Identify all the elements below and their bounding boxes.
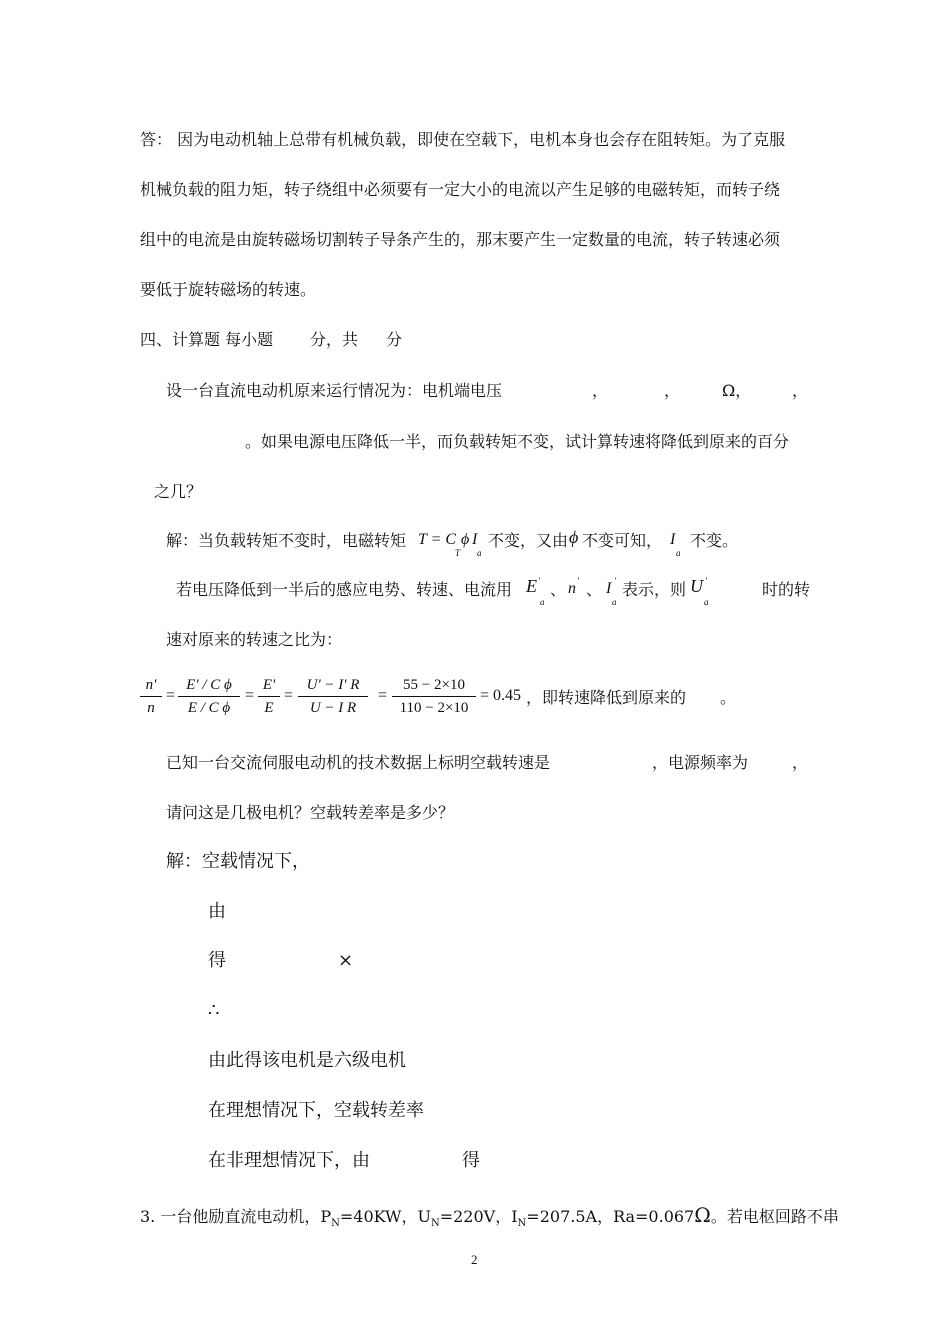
- emf-symbol: E: [526, 576, 537, 596]
- section-heading-fen2: 分: [386, 330, 403, 349]
- problem1-comma-3: ，: [792, 381, 809, 400]
- fraction-bar: [298, 696, 368, 697]
- fraction-emf-flux: [178, 676, 240, 717]
- result-value: = 0.45: [480, 687, 522, 704]
- solution2-line1: 解：空载情况下，: [166, 851, 310, 872]
- solution1-line1-d: 不变。: [690, 531, 739, 550]
- problem3-text-a: [140, 1204, 839, 1235]
- fraction-emf-num: E': [262, 677, 276, 693]
- fraction-numeric: [392, 676, 476, 717]
- section-heading: 四、计算题 每小题: [140, 330, 274, 349]
- current-sub-a-2: a: [676, 548, 681, 558]
- problem3-part-e: 。若电枢回路不串: [710, 1207, 839, 1226]
- equals-1: =: [166, 687, 176, 704]
- solution1-conclusion: ，即转速降低到原来的: [526, 688, 687, 707]
- phi-symbol-2: ϕ: [569, 527, 579, 547]
- problem3-part-a: 3. 一台他励直流电动机，P: [140, 1207, 332, 1226]
- section-heading-fen1: 分，共: [310, 330, 359, 349]
- problem3-omega: Ω: [694, 1203, 711, 1227]
- fraction-speed-ratio-den: n: [147, 700, 155, 716]
- problem2-text-a: 已知一台交流伺服电动机的技术数据上标明空载转速是: [166, 753, 551, 772]
- solution1-line1-a: 解：当负载转矩不变时，电磁转矩: [166, 531, 407, 550]
- fraction-emf-flux-den: E / C ϕ: [187, 700, 231, 716]
- problem3-part-b: =40KW，U: [339, 1207, 431, 1226]
- current-sub-a: a: [477, 548, 482, 558]
- problem1-text-a: 设一台直流电动机原来运行情况为：电机端电压: [166, 381, 503, 400]
- solution2-line4: 由此得该电机是六级电机: [208, 1050, 406, 1071]
- emf-prime: ': [538, 576, 540, 586]
- problem2-text-c: ，: [792, 753, 809, 772]
- fraction-speed-ratio: [140, 676, 162, 717]
- problem1-text-b: 。如果电源电压降低一半，而负载转矩不变，试计算转速将降低到原来的百分: [245, 432, 790, 451]
- current-symbol-2: I: [670, 531, 676, 548]
- equals-3: =: [284, 687, 294, 704]
- speed-prime: ': [577, 576, 579, 586]
- answer-line-1: 答： 因为电动机轴上总带有机械负载，即使在空载下，电机本身也会存在阻转矩。为了克服: [140, 130, 786, 149]
- problem1-text-c: 之几？: [154, 482, 203, 501]
- solution1-line2-a: 若电压降低到一半后的感应电势、转速、电流用: [176, 580, 513, 599]
- fraction-bar: [258, 696, 280, 697]
- solution1-line1-b: 不变，又由: [488, 531, 569, 550]
- torque-formula: T = C: [418, 531, 457, 548]
- separator-1: 、: [550, 580, 567, 599]
- problem3-part-c: =220V，I: [439, 1207, 518, 1226]
- equals-4: =: [378, 687, 388, 704]
- current-symbol-3: I: [606, 580, 612, 597]
- fraction-bar: [392, 696, 476, 697]
- page-number: 2: [471, 1252, 478, 1267]
- fraction-numeric-num: 55 − 2×10: [403, 677, 465, 693]
- solution2-line6-b: 得: [462, 1150, 480, 1171]
- solution1-line1-c: 不变可知，: [582, 531, 663, 550]
- fraction-bar: [140, 696, 162, 697]
- voltage-sub-a: a: [704, 597, 709, 607]
- solution1-line2-c: 时的转: [762, 580, 811, 599]
- solution2-line5: 在理想情况下，空载转差率: [208, 1100, 424, 1121]
- current-sub-a-3: a: [612, 597, 617, 607]
- therefore-symbol: ∴: [208, 1000, 220, 1021]
- problem3-sub-n1: N: [331, 1218, 340, 1230]
- fraction-emf: [258, 676, 280, 717]
- problem2-text-d: 请问这是几极电机？空载转差率是多少？: [166, 803, 455, 822]
- phi-symbol: ϕ: [461, 531, 470, 548]
- emf-sub-a: a: [540, 597, 545, 607]
- problem3-sub-n3: N: [517, 1218, 527, 1230]
- problem3-sub-n2: N: [430, 1218, 440, 1230]
- equals-2: =: [245, 687, 255, 704]
- solution1-line2-b: 表示，则: [622, 580, 687, 599]
- fraction-voltage-num: U' − I' R: [306, 677, 360, 693]
- solution1-line3: 速对原来的转速之比为：: [166, 630, 343, 649]
- torque-sub-T: T: [455, 548, 461, 558]
- fraction-bar: [178, 696, 240, 697]
- current-prime: ': [614, 576, 616, 586]
- problem1-comma-2: ，: [664, 381, 681, 400]
- solution2-line3: 得: [208, 950, 226, 971]
- solution1-period: 。: [720, 688, 737, 707]
- fraction-emf-den: E: [264, 700, 274, 716]
- fraction-speed-ratio-num: n': [145, 677, 157, 693]
- voltage-symbol: U: [690, 576, 703, 596]
- answer-line-2: 机械负载的阻力矩，转子绕组中必须要有一定大小的电流以产生足够的电磁转矩，而转子绕: [140, 180, 781, 199]
- problem1-comma-1: ，: [592, 381, 609, 400]
- speed-symbol: n: [568, 580, 576, 597]
- fraction-voltage-den: U − I R: [309, 700, 357, 716]
- voltage-prime: ': [705, 576, 707, 586]
- problem2-text-b: ，电源频率为: [652, 753, 749, 772]
- answer-line-3: 组中的电流是由旋转磁场切割转子导条产生的，那末要产生一定数量的电流，转子转速必须: [140, 230, 781, 249]
- times-symbol: ×: [338, 950, 354, 971]
- fraction-emf-flux-num: E' / C ϕ: [186, 677, 232, 693]
- answer-line-4: 要低于旋转磁场的转速。: [140, 280, 317, 299]
- fraction-voltage: [298, 676, 368, 717]
- problem1-omega: Ω，: [722, 381, 752, 400]
- separator-2: 、: [586, 580, 603, 599]
- fraction-numeric-den: 110 − 2×10: [399, 700, 469, 716]
- solution2-line6-a: 在非理想情况下，由: [208, 1150, 370, 1171]
- current-symbol: I: [472, 531, 478, 548]
- solution2-line2: 由: [208, 901, 226, 922]
- problem3-part-d: =207.5A，Ra=0.067: [526, 1207, 695, 1226]
